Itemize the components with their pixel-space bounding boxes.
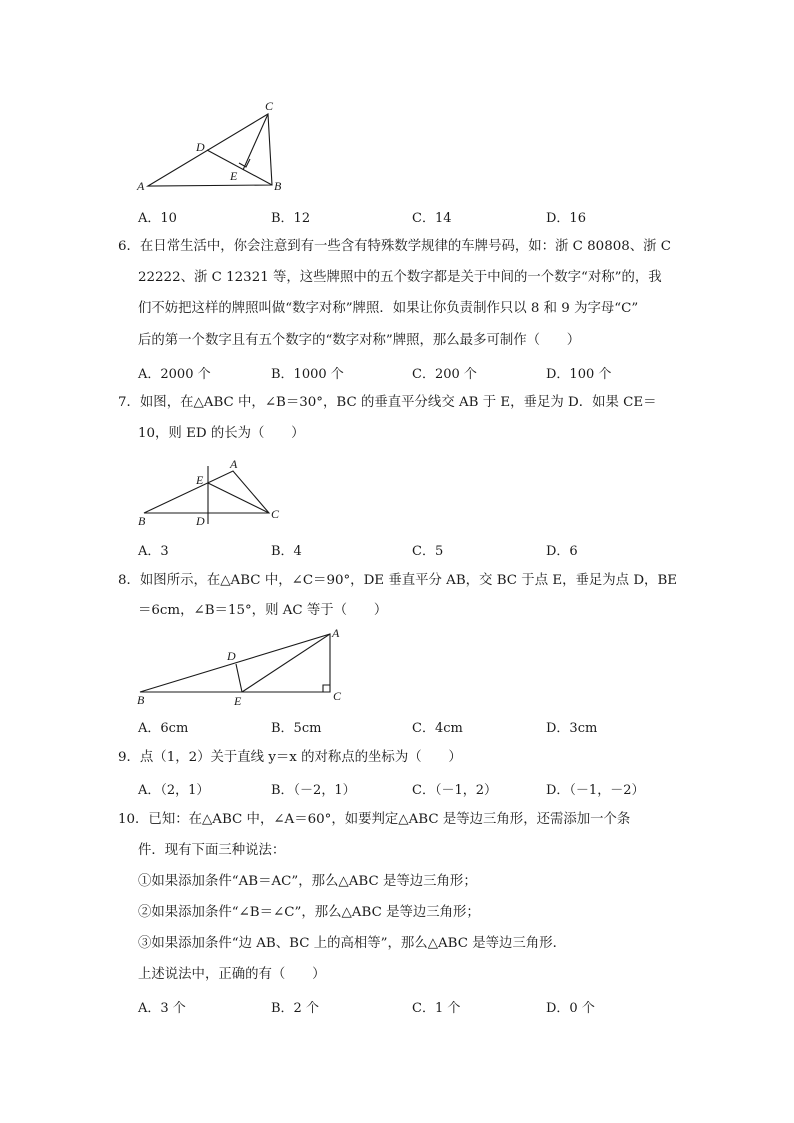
q7-triangle-figure: [134, 454, 294, 529]
q6-option-c: C．200 个: [412, 367, 477, 382]
q9-option-d: D．（－1，－2）: [546, 783, 645, 798]
q7-stem-line-2: 10，则 ED 的长为（ ）: [138, 426, 305, 441]
q8-option-c: C．4cm: [412, 721, 463, 736]
q7-stem-line-1: 7．如图，在△ABC 中，∠B＝30°，BC 的垂直平分线交 AB 于 E，垂足为 D．如果 CE＝: [118, 395, 657, 410]
q8-option-d: D．3cm: [546, 721, 598, 736]
q5-triangle-figure: [130, 96, 300, 198]
q5-label-b: B: [274, 179, 282, 193]
q5-segment-de: [207, 150, 272, 185]
q6-option-d: D．100 个: [546, 367, 612, 382]
q7-label-a: A: [230, 457, 238, 471]
q10-stem-line-2: 件．现有下面三种说法：: [138, 843, 286, 858]
q5-label-a: A: [137, 179, 145, 193]
q7-label-b: B: [138, 514, 146, 528]
q10-statement-2: ②如果添加条件“∠B＝∠C”，那么△ABC 是等边三角形；: [138, 905, 480, 920]
q8-segment-ae: [242, 634, 330, 692]
q5-option-a: A．10: [138, 211, 177, 226]
q6-option-a: A．2000 个: [138, 367, 211, 382]
q8-label-b: B: [137, 693, 145, 707]
q6-stem-line-3: 们不妨把这样的牌照叫做“数字对称”牌照．如果让你负责制作只以 8 和 9 为字母“C”: [138, 301, 639, 316]
q7-option-b: B．4: [271, 544, 302, 559]
q8-stem-line-1: 8．如图所示，在△ABC 中，∠C＝90°，DE 垂直平分 AB，交 BC 于点 E，垂足为点 D，BE: [118, 573, 678, 588]
q10-statement-1: ①如果添加条件“AB＝AC”，那么△ABC 是等边三角形；: [138, 874, 477, 889]
q5-label-e: E: [230, 169, 238, 183]
q8-option-b: B．5cm: [271, 721, 322, 736]
q6-stem-line-2: 22222、浙 C 12321 等，这些牌照中的五个数字都是关于中间的一个数字“对称”的，我: [138, 270, 662, 285]
q7-option-a: A．3: [138, 544, 169, 559]
q7-segment-ce: [208, 483, 269, 513]
q5-label-c: C: [265, 99, 274, 113]
q10-statement-3: ③如果添加条件“边 AB、BC 上的高相等”，那么△ABC 是等边三角形．: [138, 936, 566, 951]
q5-label-d: D: [196, 140, 205, 154]
q5-option-c: C．14: [412, 211, 452, 226]
q10-option-d: D．0 个: [546, 1001, 595, 1016]
q5-option-b: B．12: [271, 211, 311, 226]
q5-segment-ce: [243, 114, 268, 170]
q8-segment-de: [236, 664, 242, 692]
q7-label-c: C: [271, 507, 280, 521]
q7-triangle-abc: [144, 471, 269, 513]
q10-stem-line-question: 上述说法中，正确的有（ ）: [138, 967, 326, 982]
q8-triangle-abc: [140, 634, 330, 692]
q8-option-a: A．6cm: [138, 721, 189, 736]
q8-stem-line-2: ＝6cm，∠B＝15°，则 AC 等于（ ）: [138, 603, 388, 618]
q8-label-c: C: [333, 689, 342, 703]
q7-triangle-svg: [134, 454, 294, 529]
q8-triangle-svg: [134, 624, 354, 710]
q6-option-b: B．1000 个: [271, 367, 344, 382]
q9-option-b: B．（－2，1）: [271, 783, 356, 798]
q10-option-c: C．1 个: [412, 1001, 461, 1016]
q8-label-a: A: [332, 626, 340, 640]
q10-option-a: A．3 个: [138, 1001, 186, 1016]
q5-triangle-svg: [130, 96, 300, 198]
q5-right-angle-mark: [239, 159, 250, 167]
q7-label-e: E: [196, 473, 204, 487]
q8-label-e: E: [234, 694, 242, 708]
q7-option-c: C．5: [412, 544, 444, 559]
q8-triangle-figure: [134, 624, 354, 710]
q10-stem-line-1: 10．已知：在△ABC 中，∠A＝60°，如要判定△ABC 是等边三角形，还需添加一个条: [118, 812, 631, 827]
q8-label-d: D: [227, 649, 236, 663]
q10-option-b: B．2 个: [271, 1001, 319, 1016]
q8-right-angle-mark: [323, 685, 330, 692]
q5-option-d: D．16: [546, 211, 586, 226]
q9-option-a: A．（2，1）: [138, 783, 210, 798]
q7-option-d: D．6: [546, 544, 578, 559]
q6-stem-line-1: 6．在日常生活中，你会注意到有一些含有特殊数学规律的车牌号码，如：浙 C 80808、浙 C: [118, 239, 672, 254]
q6-stem-line-4: 后的第一个数字且有五个数字的“数字对称”牌照，那么最多可制作（ ）: [138, 333, 581, 348]
q9-option-c: C．（－1，2）: [412, 783, 497, 798]
q9-stem-line-1: 9．点（1，2）关于直线 y＝x 的对称点的坐标为（ ）: [118, 750, 462, 765]
q7-label-d: D: [196, 514, 205, 528]
